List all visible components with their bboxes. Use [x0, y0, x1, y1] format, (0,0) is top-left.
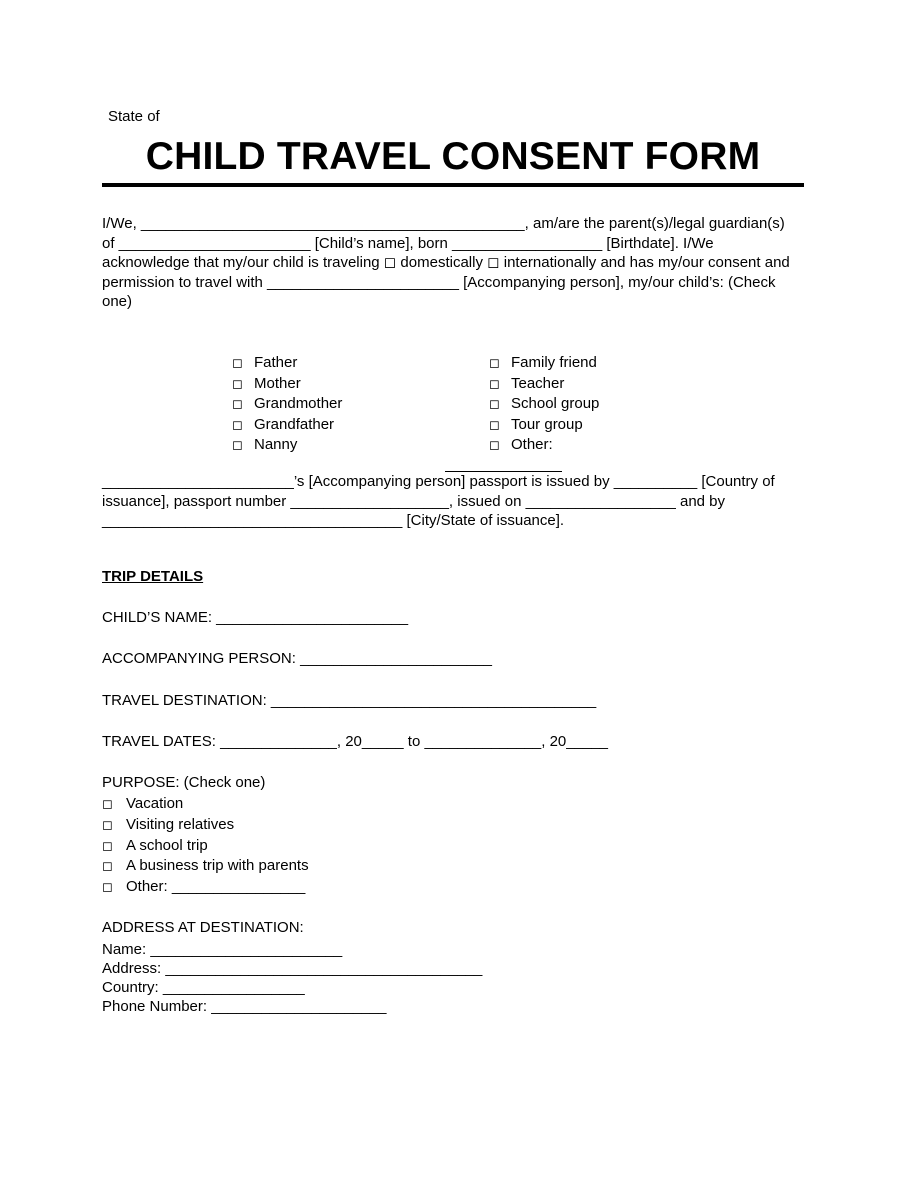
state-label: State of: [108, 108, 160, 125]
address-block: [102, 940, 482, 1016]
passport-line: issuance], passport number ___________________, issued on __________________ and by: [102, 492, 726, 510]
intro-line: of _______________________ [Child’s name], born __________________ [Birthdate]. I/We: [102, 234, 714, 252]
title-rule: [102, 183, 804, 187]
relation-option[interactable]: ◻ School group: [489, 394, 599, 415]
checkbox-icon[interactable]: ◻: [489, 375, 500, 391]
purpose-option[interactable]: ◻ A school trip: [102, 836, 309, 857]
address-name-field[interactable]: Name: _______________________: [102, 941, 343, 958]
travel-dates-field[interactable]: TRAVEL DATES: ______________, 20_____ to ______________, 20_____: [102, 733, 608, 750]
checkbox-icon[interactable]: ◻: [232, 355, 243, 370]
passport-line: ____________________________________ [City/State of issuance].: [102, 512, 565, 529]
relation-option[interactable]: ◻ Grandmother: [232, 394, 342, 415]
accompanying-person-field[interactable]: ACCOMPANYING PERSON: _______________________: [102, 650, 492, 667]
child-name-field[interactable]: CHILD’S NAME: _______________________: [102, 609, 409, 626]
checkbox-icon[interactable]: ◻: [102, 837, 113, 853]
relation-list-left: [232, 353, 342, 456]
intro-line: permission to travel with _______________________ [Accompanying person], my/our child’s: (Check: [102, 273, 776, 291]
intro-line: I/We, ______________________________________________, am/are the parent(s)/legal guardian(s): [102, 215, 785, 232]
checkbox-icon[interactable]: ◻: [489, 416, 500, 432]
relation-option[interactable]: ◻ Teacher: [489, 374, 599, 395]
address-phone-field[interactable]: Phone Number: _____________________: [102, 998, 387, 1015]
relation-option[interactable]: ◻ Family friend: [489, 353, 599, 374]
passport-paragraph: [102, 472, 812, 531]
checkbox-icon[interactable]: ◻: [102, 858, 113, 874]
relation-option[interactable]: ◻ Tour group: [489, 415, 599, 436]
checkbox-icon[interactable]: ◻: [232, 375, 243, 391]
purpose-option[interactable]: ◻ Visiting relatives: [102, 815, 309, 836]
checkbox-icon[interactable]: ◻: [489, 396, 500, 411]
purpose-option[interactable]: ◻ Vacation: [102, 794, 309, 815]
checkbox-icon[interactable]: ◻: [489, 437, 500, 452]
address-heading: ADDRESS AT DESTINATION:: [102, 919, 304, 936]
purpose-option[interactable]: ◻ A business trip with parents: [102, 856, 309, 877]
purpose-label: PURPOSE: (Check one): [102, 774, 266, 791]
intro-line: acknowledge that my/our child is traveling ◻ domestically ◻ internationally and has my/our consent and: [102, 254, 790, 271]
relation-option[interactable]: ◻ Other:: [489, 435, 599, 456]
checkbox-icon[interactable]: ◻: [102, 879, 113, 895]
purpose-list: [102, 794, 309, 898]
relation-option[interactable]: ◻ Nanny: [232, 435, 342, 456]
intro-line: one): [102, 293, 133, 310]
relation-list-right: [489, 353, 599, 456]
address-street-field[interactable]: Address: ______________________________________: [102, 960, 483, 977]
checkbox-icon[interactable]: ◻: [102, 796, 113, 811]
relation-option[interactable]: ◻ Grandfather: [232, 415, 342, 436]
checkbox-icon[interactable]: ◻: [102, 816, 113, 832]
trip-details-heading: TRIP DETAILS: [102, 568, 204, 585]
travel-destination-field[interactable]: TRAVEL DESTINATION: _______________________________________: [102, 692, 597, 709]
relation-option[interactable]: ◻ Mother: [232, 374, 342, 395]
passport-line: _______________________’s [Accompanying person] passport is issued by __________ [Country of: [102, 473, 775, 490]
checkbox-icon[interactable]: ◻: [232, 396, 243, 411]
form-title: CHILD TRAVEL CONSENT FORM: [145, 135, 761, 178]
checkbox-icon[interactable]: ◻: [232, 416, 243, 432]
intro-paragraph: [102, 214, 812, 312]
checkbox-icon[interactable]: ◻: [489, 355, 500, 370]
relation-option[interactable]: ◻ Father: [232, 353, 342, 374]
checkbox-icon[interactable]: ◻: [232, 437, 243, 452]
purpose-option[interactable]: ◻ Other: ________________: [102, 877, 309, 898]
address-country-field[interactable]: Country: _________________: [102, 979, 305, 996]
